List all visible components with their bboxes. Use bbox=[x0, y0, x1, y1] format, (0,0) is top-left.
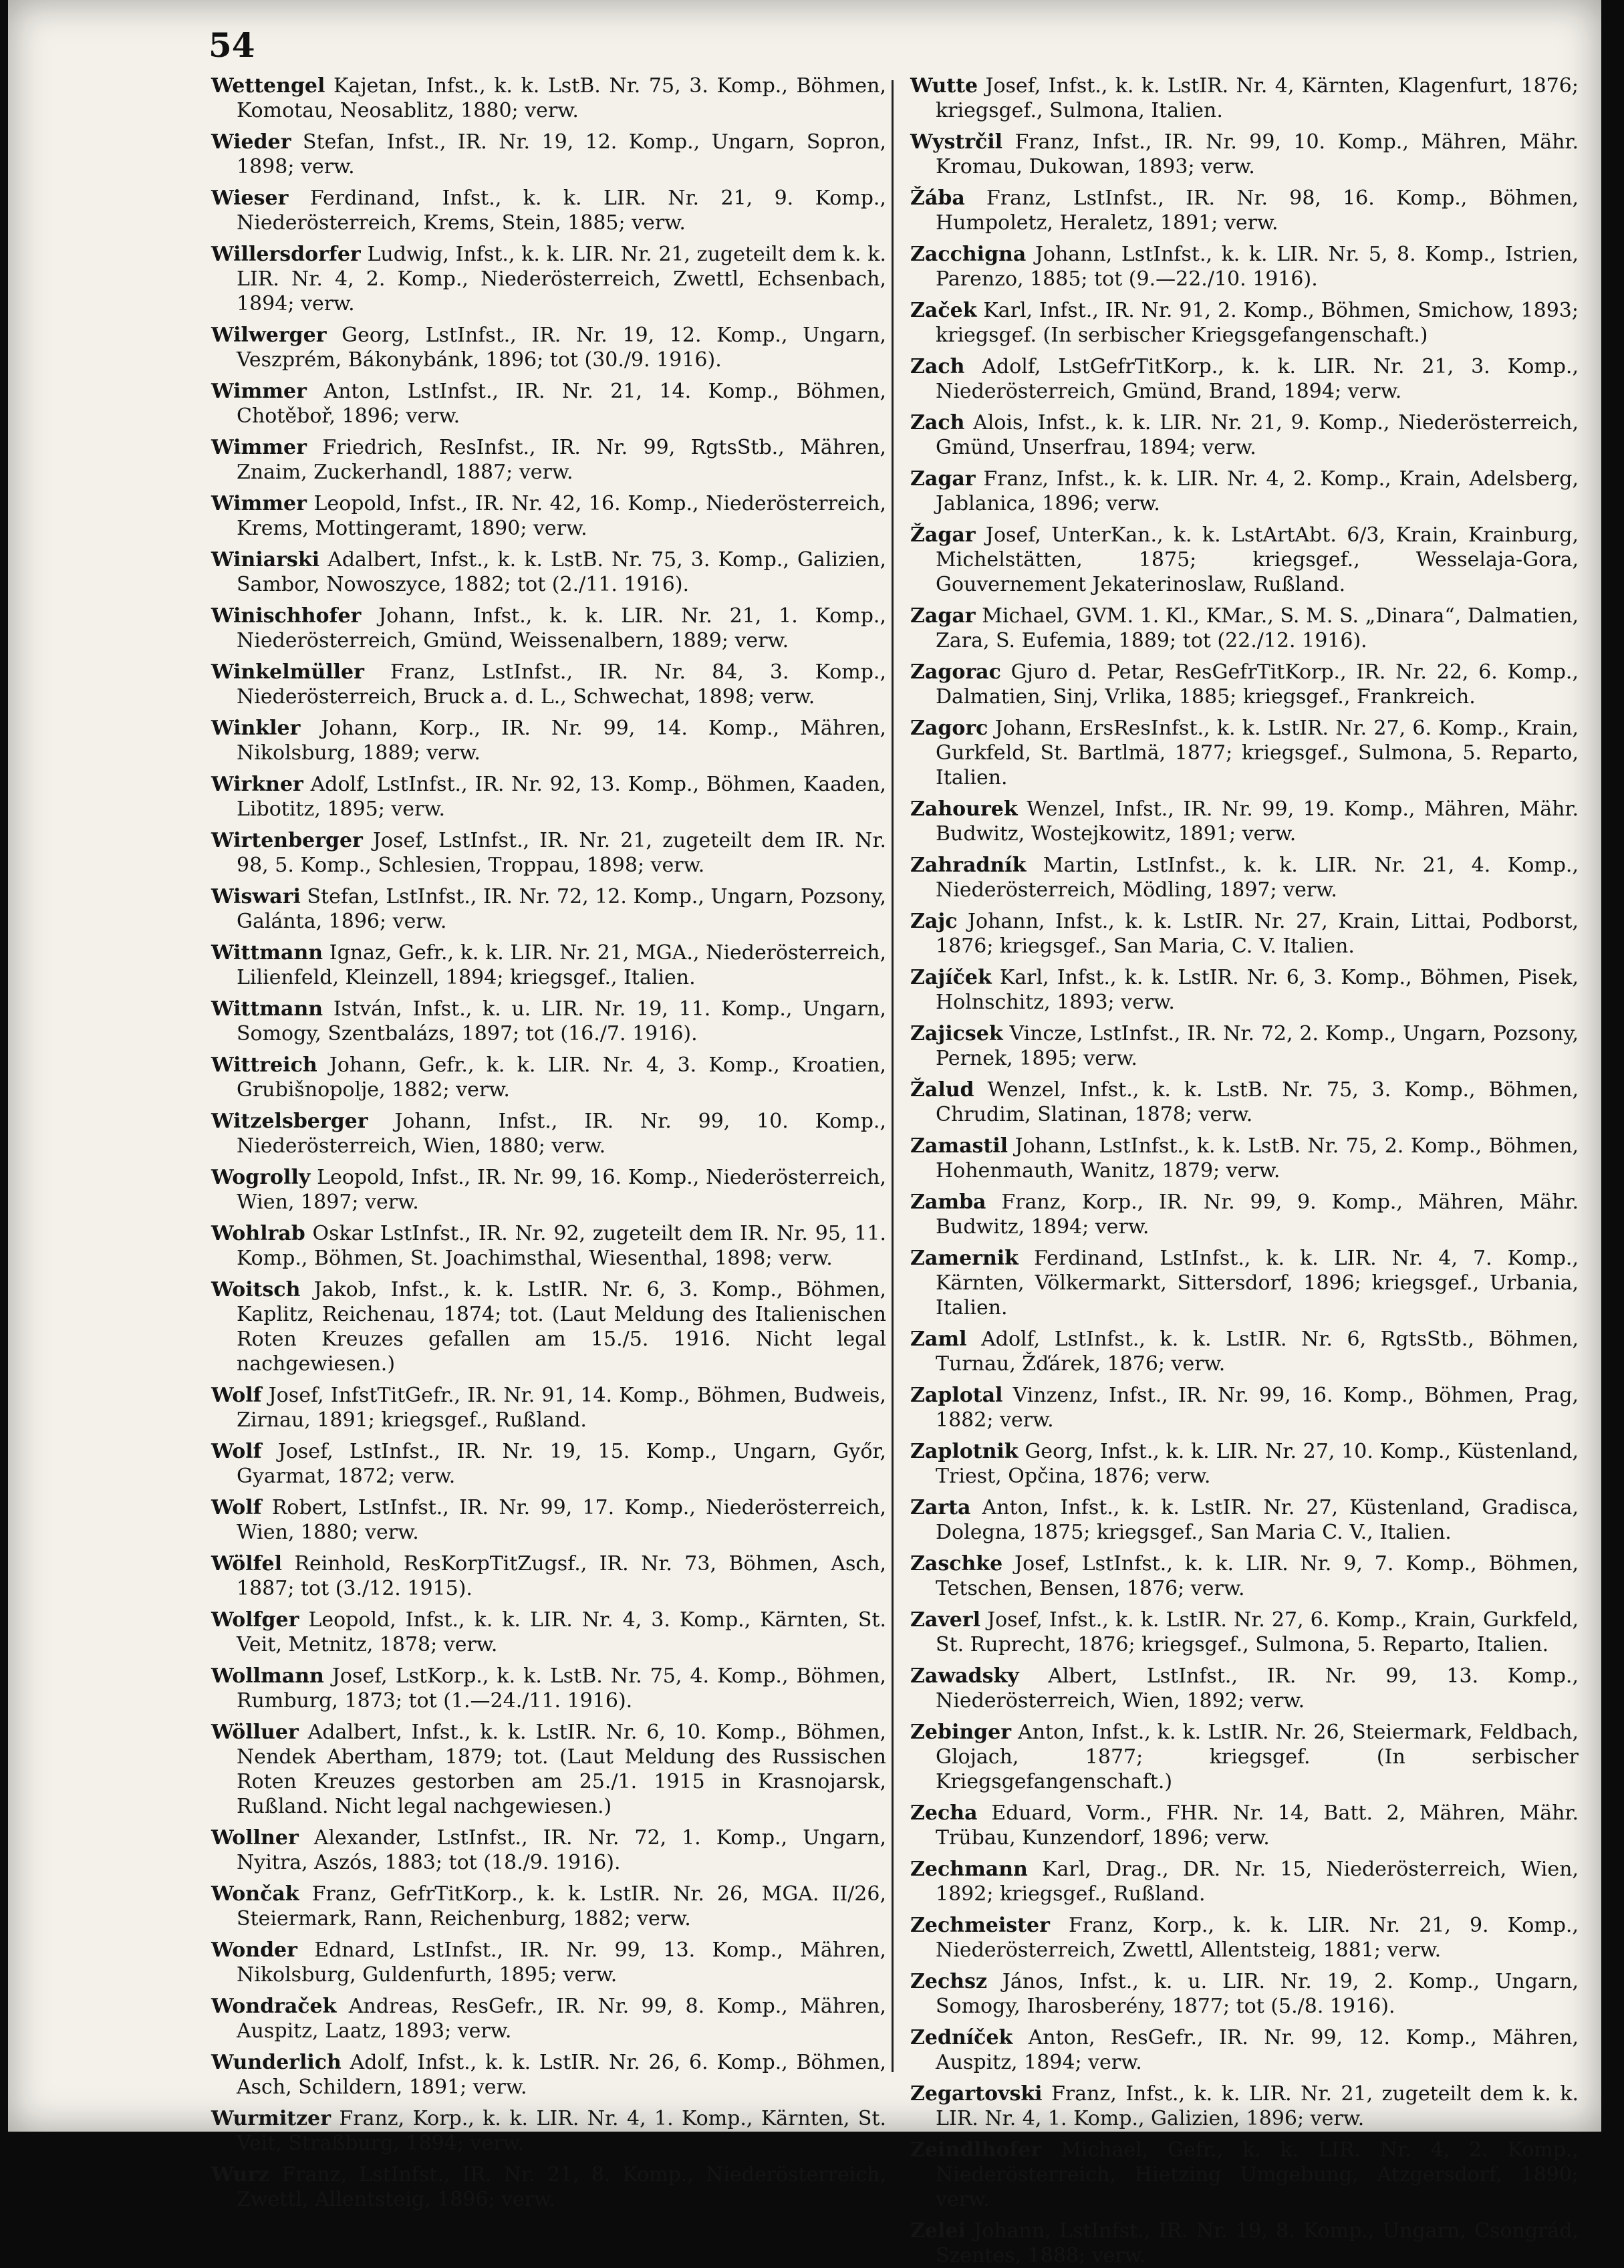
entry-details: Wenzel, Infst., k. k. LstB. Nr. 75, 3. Komp., Böhmen, Chrudim, Slatinan, 1878; verw. bbox=[936, 1078, 1579, 1126]
register-entry bbox=[910, 242, 1579, 291]
entry-surname: Wieser bbox=[211, 186, 289, 210]
register-entry bbox=[910, 2138, 1579, 2212]
entry-details: Georg, LstInfst., IR. Nr. 19, 12. Komp., Ungarn, Veszprém, Bákonybánk, 1896; tot (30./9. 1916). bbox=[237, 324, 887, 372]
register-entry bbox=[211, 1551, 886, 1601]
entry-details: Franz, Infst., k. k. LIR. Nr. 21, zugeteilt dem k. k. LIR. Nr. 4, 1. Komp., Galizien, 1896; verw. bbox=[936, 2082, 1579, 2130]
entry-details: Adalbert, Infst., k. k. LstIR. Nr. 6, 10. Komp., Böhmen, Nendek Abertham, 1879; tot. (Laut Meldung des Russischen Roten Kreuzes gestorben am 25./1. 1915 in Krasnojarsk, Rußland. Nicht legal nachgewiesen.) bbox=[237, 1721, 886, 1818]
entry-surname: Zagar bbox=[910, 604, 976, 628]
register-entry bbox=[910, 1801, 1579, 1850]
register-entry bbox=[211, 772, 886, 822]
entry-surname: Wurz bbox=[211, 2163, 270, 2186]
register-entry bbox=[910, 2025, 1579, 2075]
entry-details: Adolf, LstGefrTitKorp., k. k. LIR. Nr. 21, 3. Komp., Niederösterreich, Gmünd, Brand, 1894; verw. bbox=[936, 355, 1579, 403]
entry-details: Alexander, LstInfst., IR. Nr. 72, 1. Komp., Ungarn, Nyitra, Aszós, 1883; tot (18./9. 1916). bbox=[237, 1826, 886, 1874]
entry-surname: Zach bbox=[910, 411, 965, 434]
entry-surname: Zajc bbox=[910, 910, 958, 933]
register-entry bbox=[910, 186, 1579, 235]
register-entry bbox=[211, 1720, 886, 1819]
register-entry bbox=[910, 1078, 1579, 1127]
register-entry bbox=[211, 1053, 886, 1102]
entry-surname: Zajíček bbox=[910, 966, 992, 989]
entry-surname: Wystrčil bbox=[910, 130, 1003, 154]
register-entry bbox=[910, 1664, 1579, 1713]
entry-surname: Wittmann bbox=[211, 941, 323, 965]
register-entry bbox=[910, 467, 1579, 516]
entry-surname: Zelei bbox=[910, 2219, 966, 2243]
register-entry bbox=[211, 1109, 886, 1158]
entry-surname: Wončak bbox=[211, 1882, 299, 1906]
document-page bbox=[8, 0, 1601, 2267]
entry-surname: Zeindlhofer bbox=[910, 2138, 1042, 2162]
entry-details: Wenzel, Infst., IR. Nr. 99, 19. Komp., Mähren, Mähr. Budwitz, Wostejkowitz, 1891; verw. bbox=[936, 797, 1579, 846]
entry-surname: Wettengel bbox=[211, 74, 325, 98]
entry-details: Karl, Infst., IR. Nr. 91, 2. Komp., Böhmen, Smichow, 1893; kriegsgef. (In serbischer Kriegsgefangenschaft.) bbox=[936, 299, 1579, 347]
entry-details: Leopold, Infst., IR. Nr. 99, 16. Komp., Niederösterreich, Wien, 1897; verw. bbox=[237, 1166, 886, 1214]
register-entry bbox=[910, 410, 1579, 460]
entry-details: Vincze, LstInfst., IR. Nr. 72, 2. Komp., Ungarn, Pozsony, Pernek, 1895; verw. bbox=[936, 1022, 1579, 1070]
entry-surname: Wondraček bbox=[211, 1995, 337, 2018]
entry-surname: Wieder bbox=[211, 130, 291, 154]
entry-details: Franz, LstInfst., IR. Nr. 21, 8. Komp., Niederösterreich, Zwettl, Allentsteig, 1896; verw. bbox=[237, 2163, 886, 2211]
register-entry bbox=[211, 1221, 886, 1271]
entry-details: Kajetan, Infst., k. k. LstB. Nr. 75, 3. Komp., Böhmen, Komotau, Neosablitz, 1880; verw. bbox=[237, 74, 886, 122]
entry-details: Anton, LstInfst., IR. Nr. 21, 14. Komp., Böhmen, Chotěboř, 1896; verw. bbox=[237, 380, 886, 428]
entry-details: Josef, UnterKan., k. k. LstArtAbt. 6/3, Krain, Krainburg, Michelstätten, 1875; kriegsgef., Wesselaja-Gora, Gouvernement Jekaterinoslaw, Rußland. bbox=[936, 523, 1579, 596]
entry-details: Karl, Drag., DR. Nr. 15, Niederösterreich, Wien, 1892; kriegsgef., Rußland. bbox=[936, 1858, 1579, 1906]
register-entry bbox=[910, 354, 1579, 404]
entry-details: Adolf, LstInfst., IR. Nr. 92, 13. Komp., Böhmen, Kaaden, Libotitz, 1895; verw. bbox=[237, 773, 886, 821]
entry-surname: Zegartovski bbox=[910, 2082, 1043, 2106]
register-entry bbox=[910, 2082, 1579, 2131]
register-entry bbox=[211, 604, 886, 653]
register-entry bbox=[910, 1857, 1579, 1906]
register-entry bbox=[211, 2162, 886, 2212]
entry-surname: Wimmer bbox=[211, 436, 307, 459]
entry-surname: Žába bbox=[910, 186, 965, 210]
entry-details: Franz, Infst., k. k. LIR. Nr. 4, 2. Komp., Krain, Adelsberg, Jablanica, 1896; verw. bbox=[936, 467, 1579, 515]
register-entry bbox=[211, 1439, 886, 1489]
entry-details: Franz, LstInfst., IR. Nr. 84, 3. Komp., Niederösterreich, Bruck a. d. L., Schwechat, 1898; verw. bbox=[237, 660, 886, 709]
register-entry bbox=[211, 660, 886, 709]
entry-surname: Woitsch bbox=[211, 1278, 301, 1301]
entry-details: Johann, Korp., IR. Nr. 99, 14. Komp., Mähren, Nikolsburg, 1889; verw. bbox=[237, 717, 886, 765]
entry-surname: Wirkner bbox=[211, 773, 303, 796]
register-entry bbox=[910, 1327, 1579, 1376]
entry-surname: Žagar bbox=[910, 523, 976, 547]
entry-surname: Zarta bbox=[910, 1496, 971, 1519]
register-entry bbox=[211, 435, 886, 485]
entry-surname: Zaml bbox=[910, 1328, 967, 1351]
entry-surname: Wölfel bbox=[211, 1552, 283, 1576]
entry-details: Adalbert, Infst., k. k. LstB. Nr. 75, 3. Komp., Galizien, Sambor, Nowoszyce, 1882; tot (2./11. 1916). bbox=[237, 548, 886, 596]
entry-details: Robert, LstInfst., IR. Nr. 99, 17. Komp., Niederösterreich, Wien, 1880; verw. bbox=[237, 1496, 886, 1544]
entry-surname: Wilwerger bbox=[211, 324, 327, 347]
entry-surname: Zaschke bbox=[910, 1552, 1003, 1576]
entry-details: Ferdinand, LstInfst., k. k. LIR. Nr. 4, 7. Komp., Kärnten, Völkermarkt, Sittersdorf, 1896; kriegsgef., Urbania, Italien. bbox=[936, 1247, 1579, 1319]
entry-details: Josef, LstInfst., IR. Nr. 19, 15. Komp., Ungarn, Győr, Gyarmat, 1872; verw. bbox=[237, 1440, 886, 1488]
entry-details: Johann, Gefr., k. k. LIR. Nr. 4, 3. Komp., Kroatien, Grubišnopolje, 1882; verw. bbox=[237, 1053, 886, 1102]
register-entry bbox=[211, 323, 886, 372]
entry-surname: Zamernik bbox=[910, 1247, 1019, 1270]
entry-details: Franz, LstInfst., IR. Nr. 98, 16. Komp., Böhmen, Humpoletz, Heraletz, 1891; verw. bbox=[936, 186, 1579, 235]
entry-details: Albert, LstInfst., IR. Nr. 99, 13. Komp., Niederösterreich, Wien, 1892; verw. bbox=[936, 1664, 1579, 1713]
entry-surname: Zagorc bbox=[910, 717, 988, 740]
entry-surname: Willersdorfer bbox=[211, 243, 361, 266]
entry-surname: Wolf bbox=[211, 1384, 262, 1407]
register-entry bbox=[211, 547, 886, 597]
entry-surname: Zecha bbox=[910, 1801, 978, 1825]
register-entry bbox=[211, 828, 886, 878]
entry-surname: Wölluer bbox=[211, 1721, 299, 1744]
entry-surname: Zagorac bbox=[910, 660, 1001, 684]
register-entry bbox=[910, 965, 1579, 1015]
right-column bbox=[910, 74, 1579, 2267]
entry-surname: Wolf bbox=[211, 1496, 262, 1519]
register-entry bbox=[910, 1383, 1579, 1432]
entry-surname: Wurmitzer bbox=[211, 2107, 331, 2130]
entry-details: Ferdinand, Infst., k. k. LIR. Nr. 21, 9. Komp., Niederösterreich, Krems, Stein, 1885; verw. bbox=[237, 186, 886, 235]
register-entry bbox=[910, 1969, 1579, 2019]
register-entry bbox=[910, 1190, 1579, 1239]
entry-surname: Wimmer bbox=[211, 492, 307, 515]
register-entry bbox=[910, 1551, 1579, 1601]
register-entry bbox=[211, 716, 886, 765]
register-entry bbox=[211, 940, 886, 990]
register-entry bbox=[910, 1134, 1579, 1183]
entry-details: Alois, Infst., k. k. LIR. Nr. 21, 9. Komp., Niederösterreich, Gmünd, Unserfrau, 1894; verw. bbox=[936, 411, 1579, 459]
entry-details: Michael, Gefr., k. k. LIR. Nr. 4, 2. Komp., Niederösterreich, Hietzing Umgebung, Atzgersdorf, 1890; verw. bbox=[936, 2138, 1579, 2211]
entry-details: Friedrich, ResInfst., IR. Nr. 99, RgtsStb., Mähren, Znaim, Zuckerhandl, 1887; verw. bbox=[237, 436, 886, 484]
left-column bbox=[211, 74, 887, 2211]
entry-details: Johann, Infst., IR. Nr. 99, 10. Komp., Niederösterreich, Wien, 1880; verw. bbox=[237, 1110, 886, 1158]
entry-surname: Zahradník bbox=[910, 854, 1027, 877]
entry-details: Stefan, LstInfst., IR. Nr. 72, 12. Komp., Ungarn, Pozsony, Galánta, 1896; verw. bbox=[237, 885, 886, 933]
entry-surname: Zechmann bbox=[910, 1858, 1028, 1881]
register-entry bbox=[910, 853, 1579, 902]
entry-surname: Wonder bbox=[211, 1938, 297, 1962]
entry-surname: Zedníček bbox=[910, 2026, 1013, 2049]
entry-details: Franz, Infst., IR. Nr. 99, 10. Komp., Mähren, Mähr. Kromau, Dukowan, 1893; verw. bbox=[936, 130, 1579, 178]
column-divider bbox=[892, 80, 894, 2072]
register-entry bbox=[211, 242, 886, 316]
entry-details: Adolf, LstInfst., k. k. LstIR. Nr. 6, RgtsStb., Böhmen, Turnau, Žďárek, 1876; verw. bbox=[936, 1328, 1579, 1376]
entry-surname: Zamba bbox=[910, 1190, 986, 1214]
entry-surname: Zach bbox=[910, 355, 965, 378]
entry-surname: Zagar bbox=[910, 467, 976, 491]
entry-details: János, Infst., k. u. LIR. Nr. 19, 2. Komp., Ungarn, Somogy, Iharosberény, 1877; tot (5./8. 1916). bbox=[936, 1970, 1579, 2018]
entry-surname: Winiarski bbox=[211, 548, 320, 572]
register-entry bbox=[211, 491, 886, 541]
entry-surname: Zechmeister bbox=[910, 1914, 1050, 1937]
register-entry bbox=[910, 660, 1579, 709]
entry-details: Michael, GVM. 1. Kl., KMar., S. M. S. „Dinara“, Dalmatien, Zara, S. Eufemia, 1889; tot (22./12. 1916). bbox=[936, 604, 1579, 652]
entry-details: Martin, LstInfst., k. k. LIR. Nr. 21, 4. Komp., Niederösterreich, Mödling, 1897; verw. bbox=[936, 854, 1579, 902]
entry-surname: Winischhofer bbox=[211, 604, 362, 628]
entry-details: Leopold, Infst., IR. Nr. 42, 16. Komp., Niederösterreich, Krems, Mottingeramt, 1890; verw. bbox=[237, 492, 886, 540]
entry-surname: Wunderlich bbox=[211, 2051, 342, 2074]
register-entry bbox=[211, 1608, 886, 1657]
entry-surname: Žalud bbox=[910, 1078, 974, 1102]
entry-details: Eduard, Vorm., FHR. Nr. 14, Batt. 2, Mähren, Mähr. Trübau, Kunzendorf, 1896; verw. bbox=[936, 1801, 1579, 1850]
register-entry bbox=[910, 1913, 1579, 1963]
entry-details: Jakob, Infst., k. k. LstIR. Nr. 6, 3. Komp., Böhmen, Kaplitz, Reichenau, 1874; tot. (Laut Meldung des Italienischen Roten Kreuzes gefallen am 15./5. 1916. Nicht legal nachgewiesen.) bbox=[237, 1278, 886, 1376]
register-entry bbox=[910, 130, 1579, 179]
entry-surname: Zaverl bbox=[910, 1608, 981, 1632]
register-entry bbox=[211, 1938, 886, 1987]
register-entry bbox=[910, 716, 1579, 790]
register-entry bbox=[211, 1825, 886, 1875]
entry-details: Franz, GefrTitKorp., k. k. LstIR. Nr. 26, MGA. II/26, Steiermark, Rann, Reichenburg, 1882; verw. bbox=[237, 1882, 886, 1930]
register-entry bbox=[910, 298, 1579, 348]
entry-surname: Winkelmüller bbox=[211, 660, 364, 684]
register-entry bbox=[211, 1383, 886, 1432]
entry-details: Andreas, ResGefr., IR. Nr. 99, 8. Komp., Mähren, Auspitz, Laatz, 1893; verw. bbox=[237, 1995, 886, 2043]
entry-surname: Wohlrab bbox=[211, 1222, 305, 1245]
entry-surname: Wiswari bbox=[211, 885, 301, 908]
register-entry bbox=[211, 74, 886, 123]
entry-details: Josef, LstInfst., IR. Nr. 21, zugeteilt dem IR. Nr. 98, 5. Komp., Schlesien, Troppau, 1898; verw. bbox=[237, 829, 886, 877]
entry-surname: Wollmann bbox=[211, 1664, 324, 1688]
register-entry bbox=[910, 74, 1579, 123]
register-entry bbox=[211, 130, 886, 179]
register-entry bbox=[910, 604, 1579, 653]
entry-surname: Wittmann bbox=[211, 997, 323, 1021]
register-entry bbox=[211, 1495, 886, 1545]
entry-surname: Zaplotal bbox=[910, 1384, 1003, 1407]
entry-details: Ignaz, Gefr., k. k. LIR. Nr. 21, MGA., Niederösterreich, Lilienfeld, Kleinzell, 1894; kriegsgef., Italien. bbox=[237, 941, 886, 989]
entry-details: Ludwig, Infst., k. k. LIR. Nr. 21, zugeteilt dem k. k. LIR. Nr. 4, 2. Komp., Niederösterreich, Zwettl, Echsenbach, 1894; verw. bbox=[237, 243, 886, 316]
entry-details: Franz, Korp., IR. Nr. 99, 9. Komp., Mähren, Mähr. Budwitz, 1894; verw. bbox=[936, 1190, 1579, 1239]
entry-details: Johann, ErsResInfst., k. k. LstIR. Nr. 27, 6. Komp., Krain, Gurkfeld, St. Bartlmä, 1877; kriegsgef., Sulmona, 5. Reparto, Italien. bbox=[936, 717, 1579, 789]
entry-details: Stefan, Infst., IR. Nr. 19, 12. Komp., Ungarn, Sopron, 1898; verw. bbox=[237, 130, 886, 178]
entry-details: Georg, Infst., k. k. LIR. Nr. 27, 10. Komp., Küstenland, Triest, Opčina, 1876; verw. bbox=[936, 1440, 1579, 1488]
entry-surname: Začek bbox=[910, 299, 977, 322]
entry-details: Anton, Infst., k. k. LstIR. Nr. 26, Steiermark, Feldbach, Glojach, 1877; kriegsgef. (In serbischer Kriegsgefangenschaft.) bbox=[936, 1721, 1579, 1793]
register-entry bbox=[211, 1882, 886, 1931]
entry-surname: Winkler bbox=[211, 717, 301, 740]
register-entry bbox=[211, 1277, 886, 1376]
register-entry bbox=[910, 1608, 1579, 1657]
register-entry bbox=[211, 2050, 886, 2100]
entry-surname: Zechsz bbox=[910, 1970, 987, 1993]
register-entry bbox=[211, 379, 886, 428]
entry-details: Vinzenz, Infst., IR. Nr. 99, 16. Komp., Böhmen, Prag, 1882; verw. bbox=[936, 1384, 1579, 1432]
entry-details: Johann, Infst., k. k. LstIR. Nr. 27, Krain, Littai, Podborst, 1876; kriegsgef., San Maria, C. V. Italien. bbox=[936, 910, 1579, 958]
register-entry bbox=[211, 2106, 886, 2156]
entry-surname: Wutte bbox=[910, 74, 978, 98]
register-entry bbox=[910, 1720, 1579, 1794]
entry-details: Ednard, LstInfst., IR. Nr. 99, 13. Komp., Mähren, Nikolsburg, Guldenfurth, 1895; verw. bbox=[237, 1938, 886, 1987]
register-entry bbox=[910, 1246, 1579, 1320]
entry-surname: Wimmer bbox=[211, 380, 307, 403]
entry-details: Gjuro d. Petar, ResGefrTitKorp., IR. Nr. 22, 6. Komp., Dalmatien, Sinj, Vrlika, 1885; kriegsgef., Frankreich. bbox=[936, 660, 1579, 709]
entry-details: Josef, LstKorp., k. k. LstB. Nr. 75, 4. Komp., Böhmen, Rumburg, 1873; tot (1.—24./11. 1916). bbox=[237, 1664, 886, 1713]
entry-details: Reinhold, ResKorpTitZugsf., IR. Nr. 73, Böhmen, Asch, 1887; tot (3./12. 1915). bbox=[237, 1552, 886, 1600]
register-entry bbox=[211, 186, 886, 235]
register-entry bbox=[211, 997, 886, 1046]
entry-surname: Zawadsky bbox=[910, 1664, 1019, 1688]
register-entry bbox=[211, 1165, 886, 1215]
entry-surname: Zahourek bbox=[910, 797, 1018, 821]
entry-surname: Zaplotnik bbox=[910, 1440, 1019, 1463]
entry-details: Josef, InfstTitGefr., IR. Nr. 91, 14. Komp., Böhmen, Budweis, Zirnau, 1891; kriegsgef., Rußland. bbox=[237, 1384, 886, 1432]
entry-details: Johann, LstInfst., k. k. LIR. Nr. 5, 8. Komp., Istrien, Parenzo, 1885; tot (9.—22./10. 1916). bbox=[936, 243, 1579, 291]
entry-details: Franz, Korp., k. k. LIR. Nr. 21, 9. Komp., Niederösterreich, Zwettl, Allentsteig, 1881; verw. bbox=[936, 1914, 1579, 1962]
register-entry bbox=[211, 1664, 886, 1713]
entry-surname: Wollner bbox=[211, 1826, 299, 1850]
entry-surname: Zebinger bbox=[910, 1721, 1012, 1744]
register-entry bbox=[910, 909, 1579, 959]
entry-surname: Wolf bbox=[211, 1440, 262, 1463]
entry-surname: Wolfger bbox=[211, 1608, 299, 1632]
register-entry bbox=[910, 1439, 1579, 1489]
entry-details: Josef, Infst., k. k. LstIR. Nr. 4, Kärnten, Klagenfurt, 1876; kriegsgef., Sulmona, Italien. bbox=[936, 74, 1579, 122]
register-entry bbox=[910, 523, 1579, 597]
entry-surname: Wogrolly bbox=[211, 1166, 311, 1189]
entry-details: Oskar LstInfst., IR. Nr. 92, zugeteilt dem IR. Nr. 95, 11. Komp., Böhmen, St. Joachimsthal, Wiesenthal, 1898; verw. bbox=[237, 1222, 886, 1270]
entry-surname: Zacchigna bbox=[910, 243, 1027, 266]
page-number: 54 bbox=[209, 25, 255, 65]
register-entry bbox=[910, 1021, 1579, 1071]
entry-details: Johann, Infst., k. k. LIR. Nr. 21, 1. Komp., Niederösterreich, Gmünd, Weissenalbern, 1889; verw. bbox=[237, 604, 886, 652]
entry-surname: Wirtenberger bbox=[211, 829, 363, 852]
register-entry bbox=[910, 1495, 1579, 1545]
entry-details: István, Infst., k. u. LIR. Nr. 19, 11. Komp., Ungarn, Somogy, Szentbalázs, 1897; tot (16./7. 1916). bbox=[237, 997, 886, 1045]
register-entry bbox=[211, 1994, 886, 2043]
entry-surname: Zajicsek bbox=[910, 1022, 1003, 1045]
entry-details: Leopold, Infst., k. k. LIR. Nr. 4, 3. Komp., Kärnten, St. Veit, Metnitz, 1878; verw. bbox=[237, 1608, 886, 1656]
entry-details: Anton, ResGefr., IR. Nr. 99, 12. Komp., Mähren, Auspitz, 1894; verw. bbox=[936, 2026, 1579, 2074]
entry-surname: Zamastil bbox=[910, 1134, 1008, 1158]
entry-details: Josef, Infst., k. k. LstIR. Nr. 27, 6. Komp., Krain, Gurkfeld, St. Ruprecht, 1876; kriegsgef., Sulmona, 5. Reparto, Italien. bbox=[936, 1608, 1579, 1656]
entry-surname: Wittreich bbox=[211, 1053, 317, 1077]
entry-details: Johann, LstInfst., k. k. LstB. Nr. 75, 2. Komp., Böhmen, Hohenmauth, Wanitz, 1879; verw. bbox=[936, 1134, 1579, 1182]
entry-details: Josef, LstInfst., k. k. LIR. Nr. 9, 7. Komp., Böhmen, Tetschen, Bensen, 1876; verw. bbox=[936, 1552, 1579, 1600]
register-entry bbox=[910, 2219, 1579, 2268]
entry-surname: Witzelsberger bbox=[211, 1110, 368, 1133]
entry-details: Karl, Infst., k. k. LstIR. Nr. 6, 3. Komp., Böhmen, Pisek, Holnschitz, 1893; verw. bbox=[936, 966, 1579, 1014]
register-entry bbox=[910, 797, 1579, 846]
register-entry bbox=[211, 884, 886, 934]
entry-details: Adolf, Infst., k. k. LstIR. Nr. 26, 6. Komp., Böhmen, Asch, Schildern, 1891; verw. bbox=[237, 2051, 886, 2099]
entry-details: Anton, Infst., k. k. LstIR. Nr. 27, Küstenland, Gradisca, Dolegna, 1875; kriegsgef., San Maria C. V., Italien. bbox=[936, 1496, 1579, 1544]
entry-details: Johann, LstInfst., IR. Nr. 19, 8. Komp., Ungarn, Csongrád, Szentes, 1888; verw. bbox=[936, 2219, 1579, 2267]
entry-details: Franz, Korp., k. k. LIR. Nr. 4, 1. Komp., Kärnten, St. Veit, Straßburg, 1894; verw. bbox=[237, 2107, 886, 2155]
